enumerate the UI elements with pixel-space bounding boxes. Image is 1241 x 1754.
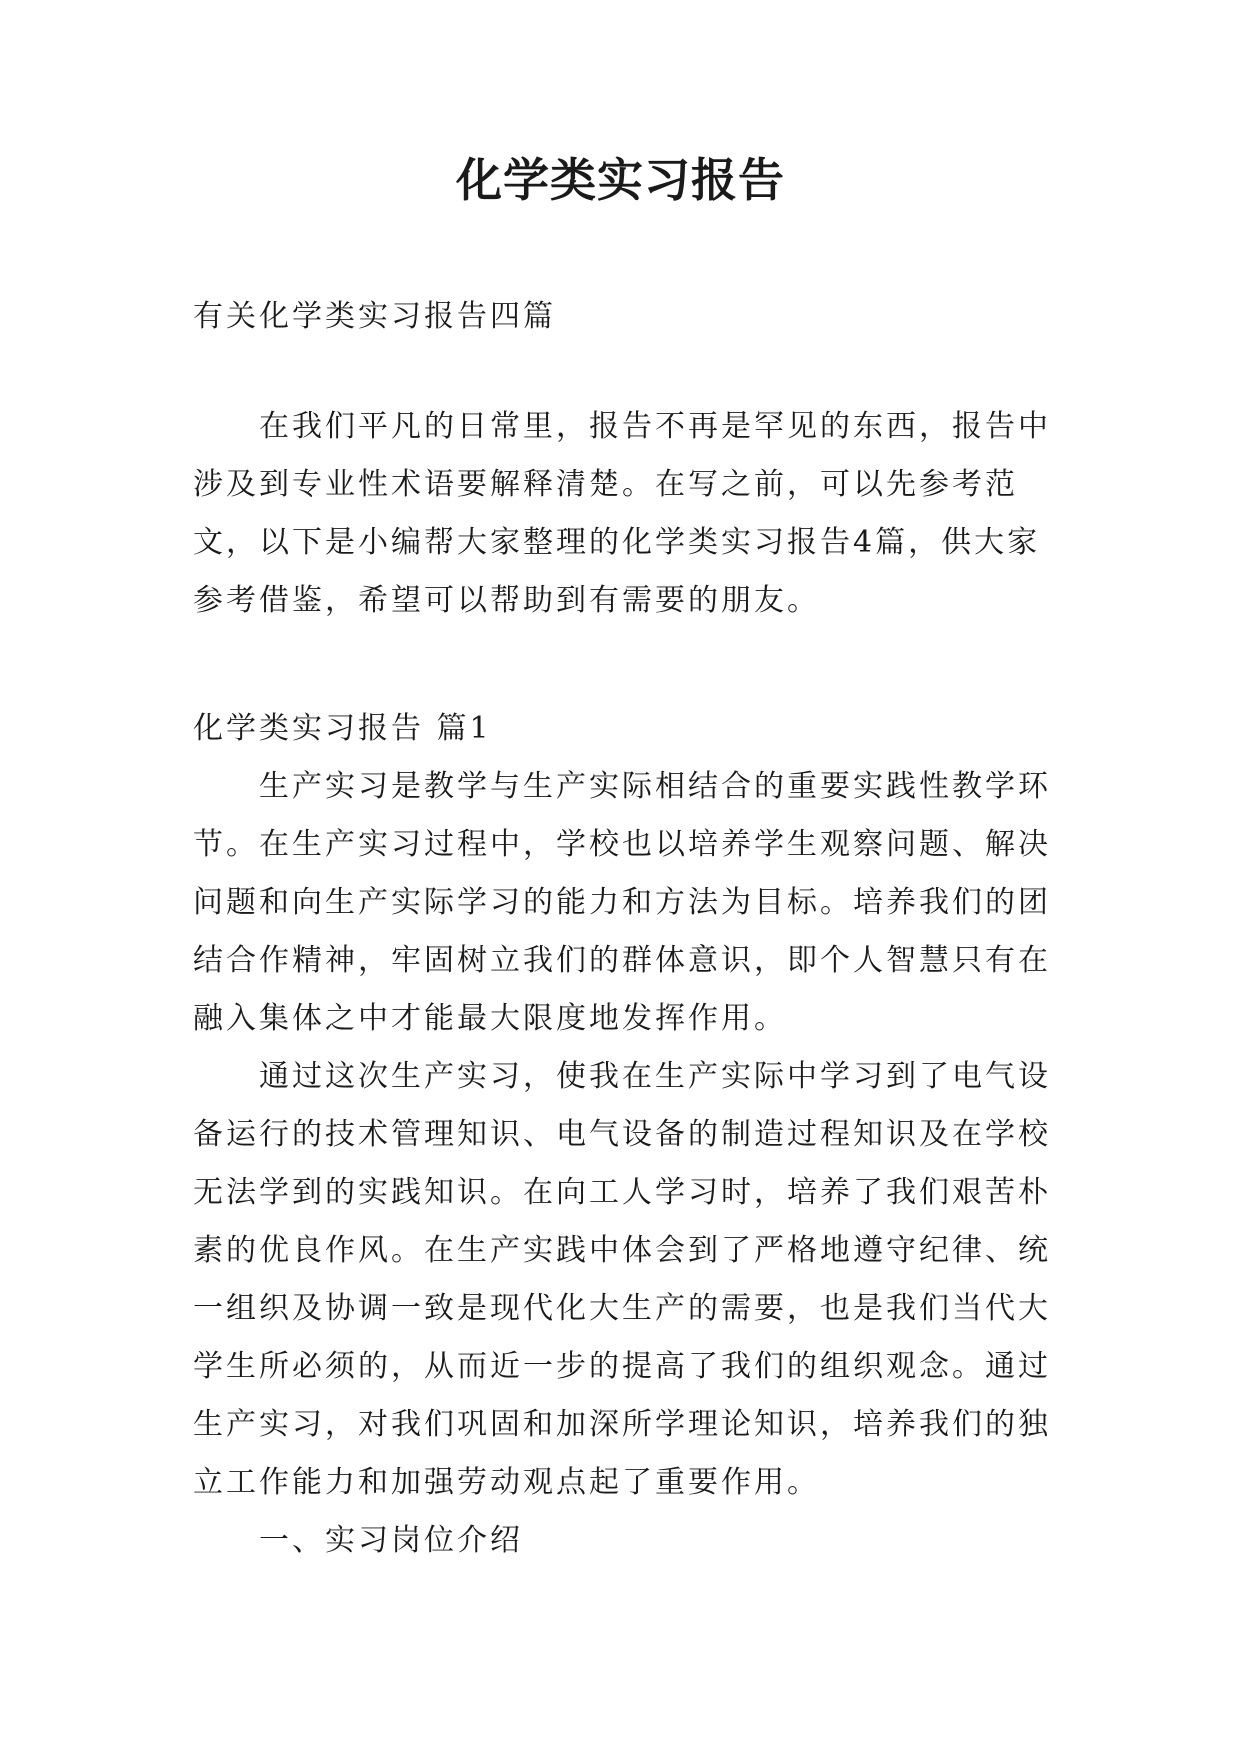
- subheading-1: 一、实习岗位介绍: [259, 1523, 523, 1558]
- section-heading: 化学类实习报告 篇1: [193, 711, 492, 746]
- document-subtitle: 有关化学类实习报告四篇: [193, 299, 556, 334]
- intro-paragraph: 在我们平凡的日常里，报告不再是罕见的东西，报告中涉及到专业性术语要解释清楚。在写之前，可以先参考范文，以下是小编帮大家整理的化学类实习报告4篇，供大家参考借鉴，希望可以帮助到有需要的朋友。: [193, 409, 1051, 618]
- body-paragraph-2: 通过这次生产实习，使我在生产实际中学习到了电气设备运行的技术管理知识、电气设备的制造过程知识及在学校无法学到的实践知识。在向工人学习时，培养了我们艰苦朴素的优良作风。在生产实践中体会到了严格地遵守纪律、统一组织及协调一致是现代化大生产的需要，也是我们当代大学生所必须的，从而近一步的提高了我们的组织观念。通过生产实习，对我们巩固和加深所学理论知识，培养我们的独立工作能力和加强劳动观点起了重要作用。: [193, 1059, 1051, 1500]
- body-paragraph-1: 生产实习是教学与生产实际相结合的重要实践性教学环节。在生产实习过程中，学校也以培养学生观察问题、解决问题和向生产实际学习的能力和方法为目标。培养我们的团结合作精神，牢固树立我们的群体意识，即个人智慧只有在融入集体之中才能最大限度地发挥作用。: [193, 769, 1051, 1036]
- document-title: 化学类实习报告: [456, 153, 785, 207]
